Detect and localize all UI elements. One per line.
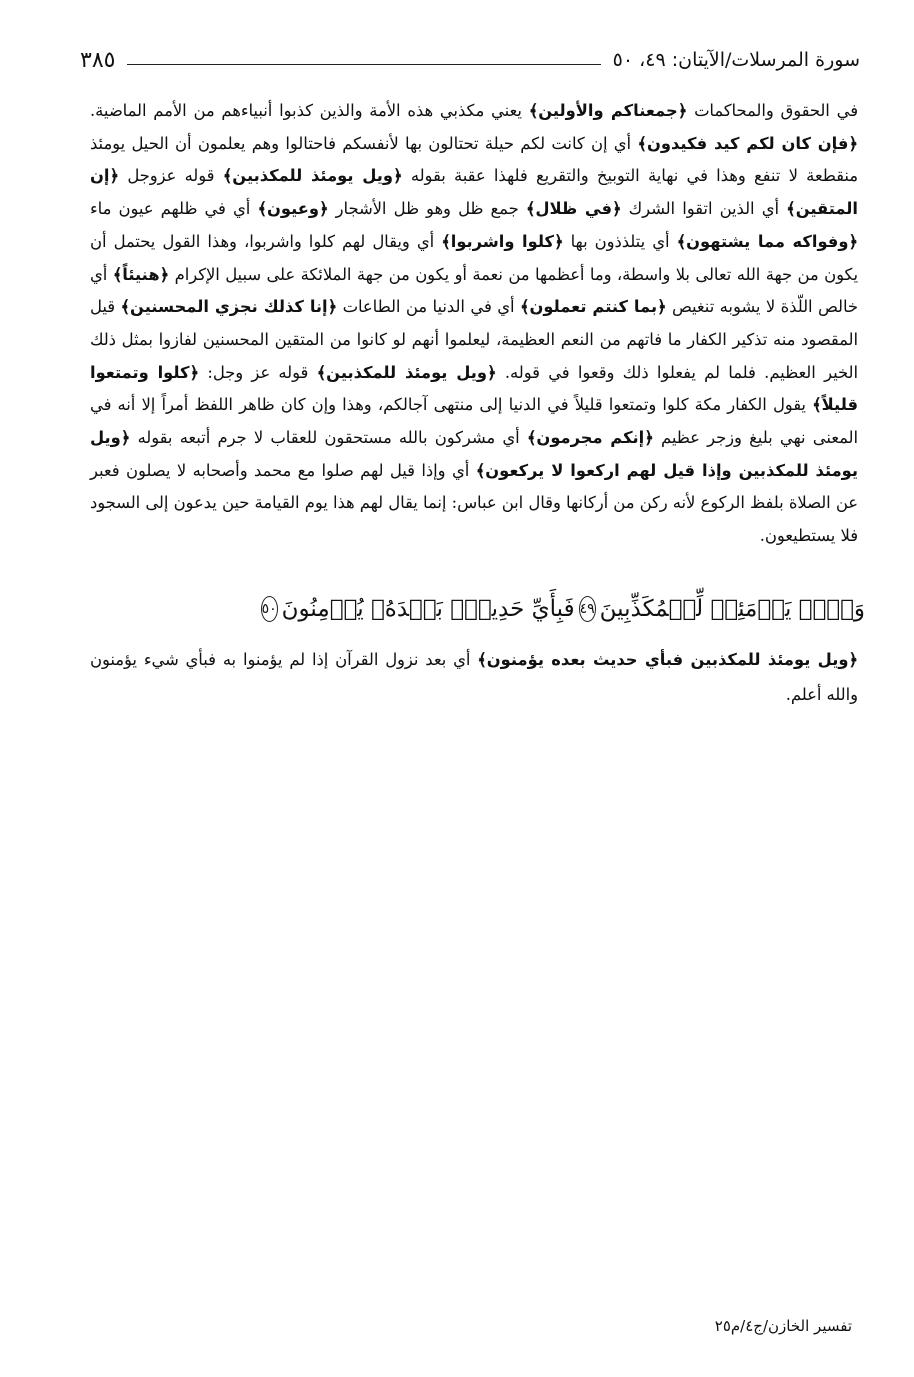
page-header	[80, 44, 860, 76]
verse-50-text: فَبِأَيِّ حَدِيثِۭ بَعۡدَهُۥ يُؤۡمِنُونَ	[281, 596, 575, 622]
commentary-text: أي بعد نزول القرآن إذا لم يؤمنوا به فبأي شيء يؤمنون والله أعلم.	[90, 650, 858, 704]
commentary-text: قوله عز وجل:	[199, 362, 317, 382]
commentary-text: يعني مكذبي هذه الأمة والذين كذبوا أنبياءهم من الأمم الماضية.	[90, 101, 529, 120]
commentary-text: في الحقوق والمحاكمات	[687, 101, 858, 120]
quoted-quran-phrase: ﴿وعيون﴾	[257, 199, 329, 219]
quoted-quran-phrase: ﴿ويل يومئذ للمكذبين فبأي حديث بعده يؤمنون﴾	[477, 650, 858, 669]
page-footer: تفسير الخازن/ج٤/م٢٥	[714, 1317, 852, 1335]
quran-verse	[261, 588, 865, 630]
commentary-text: قوله عزوجل	[119, 166, 223, 186]
quoted-quran-phrase: ﴿ويل يومئذ للمكذبين وإذا قيل لهم اركعوا لا يركعون﴾	[90, 428, 858, 480]
quoted-quran-phrase: ﴿ويل يومئذ للمكذبين﴾	[222, 166, 403, 186]
commentary-text: قيل المقصود منه تذكير الكفار ما فاتهم من النعم العظيمة، ليعلموا أنهم لو كانوا من المتقين المحسنين لفازوا بمثل ذلك الخير العظيم. فلما لم يفعلوا ذلك وقعوا في قوله.	[90, 297, 858, 382]
commentary-text: أي إن كانت لكم حيلة تحتالون بها لأنفسكم فاحتالوا وهم يعلمون أن الحيل يومئذ منقطعة لا تنفع وهذا في نهاية التوبيخ والتقريع فلهذا عقبة بقوله	[90, 133, 858, 186]
quoted-quran-phrase: ﴿جمعناكم والأولين﴾	[528, 101, 688, 120]
quoted-quran-phrase: ﴿إنا كذلك نجزي المحسنين﴾	[120, 297, 338, 317]
commentary-text: أي وإذا قيل لهم صلوا مع محمد وأصحابه لا يصلون فعبر عن الصلاة بلفظ الركوع لأنه ركن من أركانها وقال ابن عباس: إنما يقال لهم هذا يوم القيامة حين يدعون إلى السجود فلا يستطيعون.	[90, 460, 858, 546]
commentary-text: أي مشركون بالله مستحقون للعقاب لا جرم أتبعه بقوله	[130, 428, 527, 448]
commentary-text: أي الذين اتقوا الشرك	[621, 199, 787, 219]
commentary-text: أي خالص اللّذة لا يشوبه تنغيص	[90, 264, 858, 317]
commentary-text: أي ويقال لهم كلوا واشربوا، وهذا القول يحتمل أن يكون من جهة الله تعالى بلا واسطة، وما أعظمها من نعمة أو يكون من جهة الملائكة على سبيل الإكرام	[90, 231, 858, 284]
tafsir-paragraph-1	[90, 95, 858, 553]
quoted-quran-phrase: ﴿ويل يومئذ للمكذبين﴾	[316, 362, 497, 382]
ayah-number-50: ٥٠	[261, 596, 278, 622]
quoted-quran-phrase: ﴿كلوا واشربوا﴾	[441, 231, 564, 251]
header-rule	[127, 64, 600, 65]
quoted-quran-phrase: ﴿كلوا وتمتعوا قليلاً﴾	[90, 362, 858, 415]
quoted-quran-phrase: ﴿وفواكه مما يشتهون﴾	[676, 231, 858, 251]
commentary-text: جمع ظل وهو ظل الأشجار	[328, 199, 526, 219]
page-number: ٣٨٥	[80, 47, 116, 73]
verse-49-text: وَيۡلٞ يَوۡمَئِذٖ لِّلۡمُكَذِّبِينَ	[599, 596, 865, 622]
quoted-quran-phrase: ﴿هنيئاً﴾	[112, 264, 170, 284]
commentary-text: أي في الدنيا من الطاعات	[337, 297, 520, 317]
tafsir-paragraph-2	[90, 642, 858, 712]
ayah-number-49: ٤٩	[579, 596, 596, 622]
quoted-quran-phrase: ﴿إن المتقين﴾	[90, 166, 858, 219]
quoted-quran-phrase: ﴿فإن كان لكم كيد فكيدون﴾	[637, 133, 858, 153]
quoted-quran-phrase: ﴿بما كنتم تعملون﴾	[519, 297, 667, 317]
quoted-quran-phrase: ﴿إنكم مجرمون﴾	[526, 428, 654, 448]
commentary-text: يقول الكفار مكة كلوا وتمتعوا قليلاً في الدنيا إلى منتهى آجالكم، وهذا وإن كان ظاهر اللفظ أمراً إلا أنه في المعنى نهي بليغ وزجر عظيم	[90, 395, 858, 448]
quoted-quran-phrase: ﴿في ظلال﴾	[525, 199, 622, 219]
tafsir-body	[90, 95, 858, 553]
commentary-text: أي يتلذذون بها	[563, 231, 677, 251]
commentary-text: أي في ظلهم عيون ماء	[90, 199, 258, 219]
surah-title: سورة المرسلات/الآيتان: ٤٩، ٥٠	[612, 49, 860, 71]
